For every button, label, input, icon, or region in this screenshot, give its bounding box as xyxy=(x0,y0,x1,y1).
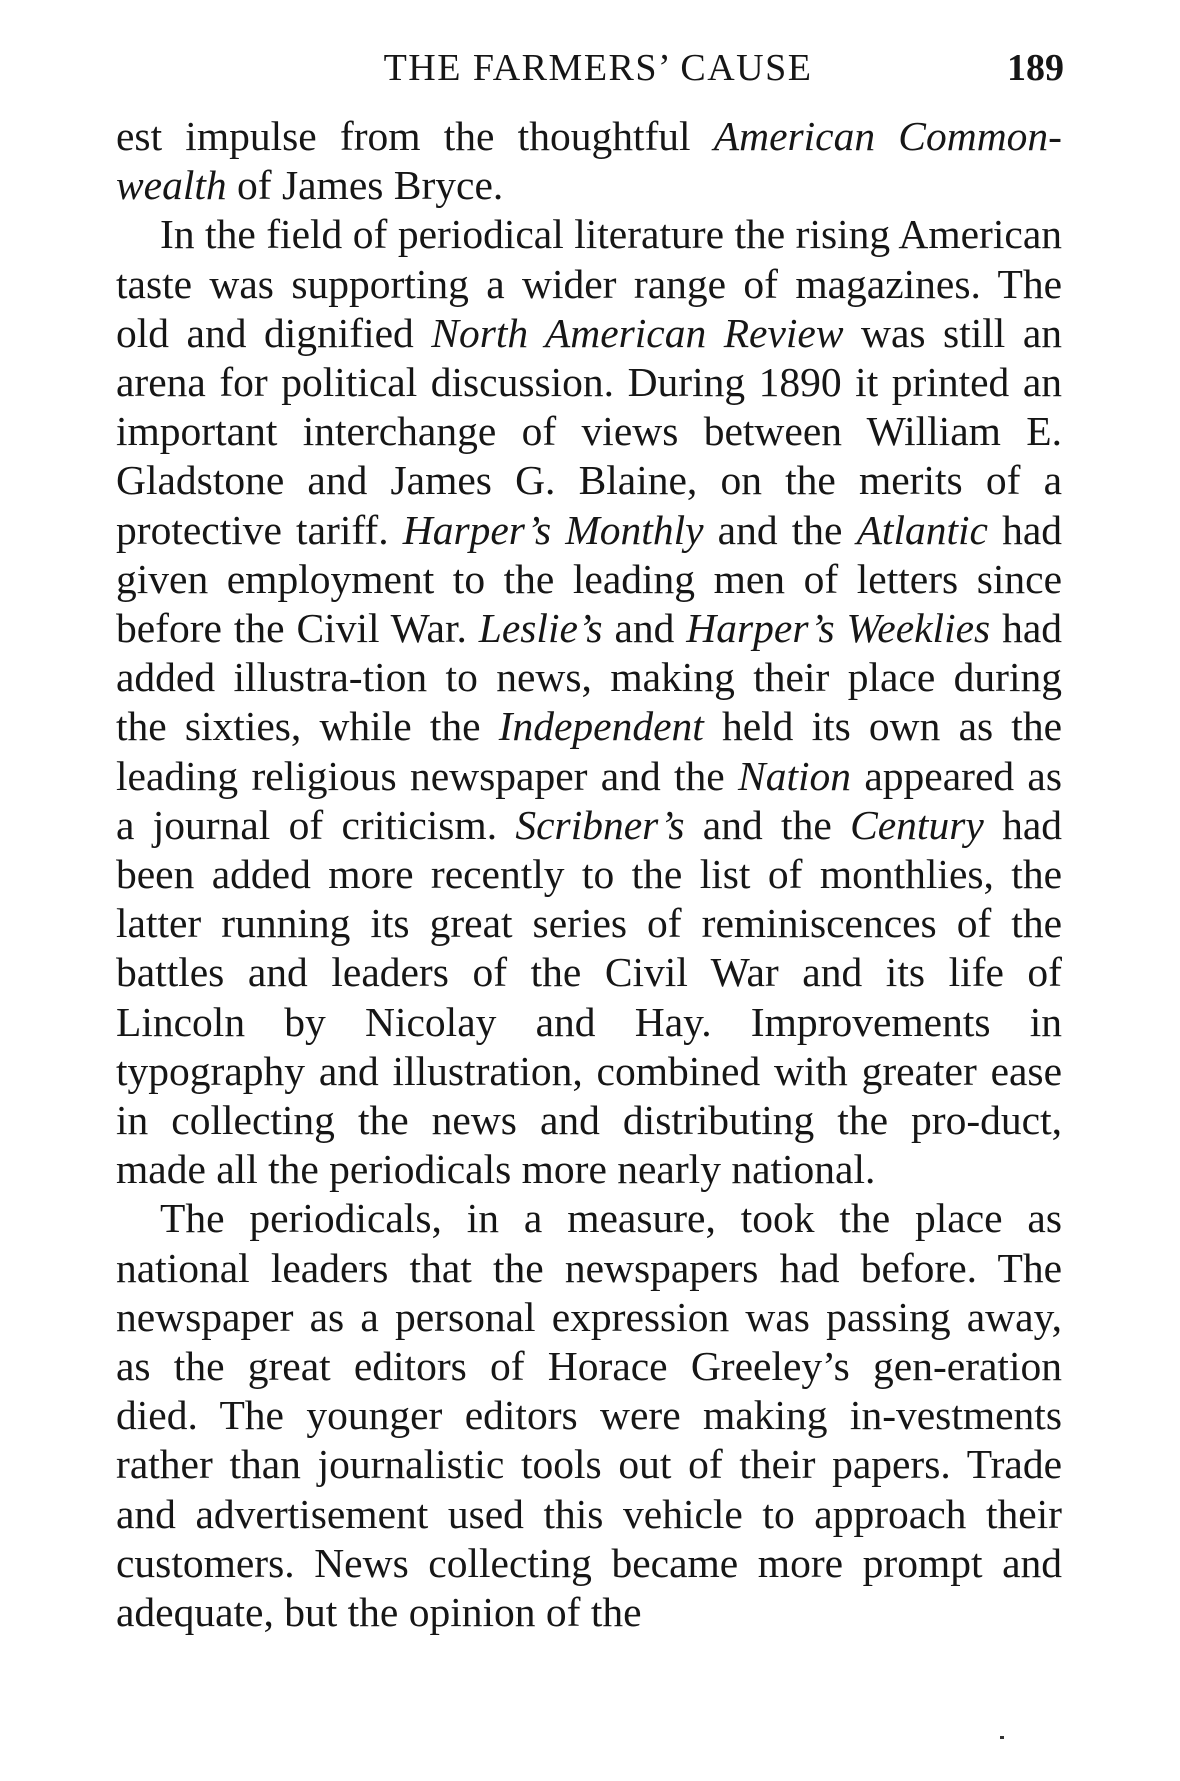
paragraph-periodicals-as-leaders xyxy=(116,1194,1062,1637)
text-run: and the xyxy=(703,506,857,553)
running-head xyxy=(118,38,1064,98)
text-run: and xyxy=(602,605,687,652)
text-run: had given employment to the leading men of letters since before the Civil War. xyxy=(116,506,1063,652)
print-speck xyxy=(1000,1736,1004,1739)
paragraph-periodical-literature xyxy=(116,210,1062,1194)
text-run: was still an arena for political discussion. During 1890 it printed an important interchange of views between William E. Gladstone and James G. Blaine, on the merits of a protective tariff. xyxy=(116,309,1062,553)
text-run: The periodicals, in a measure, took the place as national leaders that the newspapers had before. The newspaper as a personal expression was passing away, as the great editors of Horace Greeley’s gen-eration died. The younger editors were making in-vestments rather than journalistic tools out of their papers. Trade and advertisement used this vehicle to approach their customers. News collecting became more prompt and adequate, but the opinion of the xyxy=(116,1195,1062,1636)
italic-title: American Common-wealth xyxy=(116,113,1062,209)
italic-title: Century xyxy=(850,801,984,848)
text-run: est impulse from the thoughtful xyxy=(116,113,714,159)
text-run: appeared as a journal of criticism. xyxy=(116,752,1062,848)
paragraph-continuation xyxy=(116,112,1062,210)
italic-title: Leslie’s xyxy=(478,605,603,652)
italic-title: Atlantic xyxy=(856,506,988,553)
text-run: of James Bryce. xyxy=(226,162,504,209)
italic-title: Independent xyxy=(498,703,704,750)
italic-title: Harper’s Monthly xyxy=(402,506,704,553)
text-run: held its own as the leading religious newspaper and the xyxy=(116,703,1062,799)
text-run: and the xyxy=(684,801,851,848)
italic-title: Harper’s Weeklies xyxy=(686,605,991,652)
text-run: had been added more recently to the list of monthlies, the latter running its great series of reminiscences of the battles and leaders of the Civil War and its life of Lincoln by Nicolay and Hay. Improvements in typography and illustration, combined with greater ease in collecting the news and distributing the pro-duct, made all the periodicals more nearly national. xyxy=(116,801,1063,1193)
body-text xyxy=(116,112,1062,1637)
running-title: THE FARMERS’ CAUSE xyxy=(383,47,813,89)
text-run: had added illustra-tion to news, making their place during the sixties, while the xyxy=(116,605,1063,750)
italic-title: North American Review xyxy=(431,309,844,356)
italic-title: Nation xyxy=(738,752,852,799)
text-run: In the field of periodical literature the rising American taste was supporting a wider range of magazines. The old and dignified xyxy=(116,211,1062,356)
page-number: 189 xyxy=(1007,47,1064,89)
italic-title: Scribner’s xyxy=(515,801,685,848)
